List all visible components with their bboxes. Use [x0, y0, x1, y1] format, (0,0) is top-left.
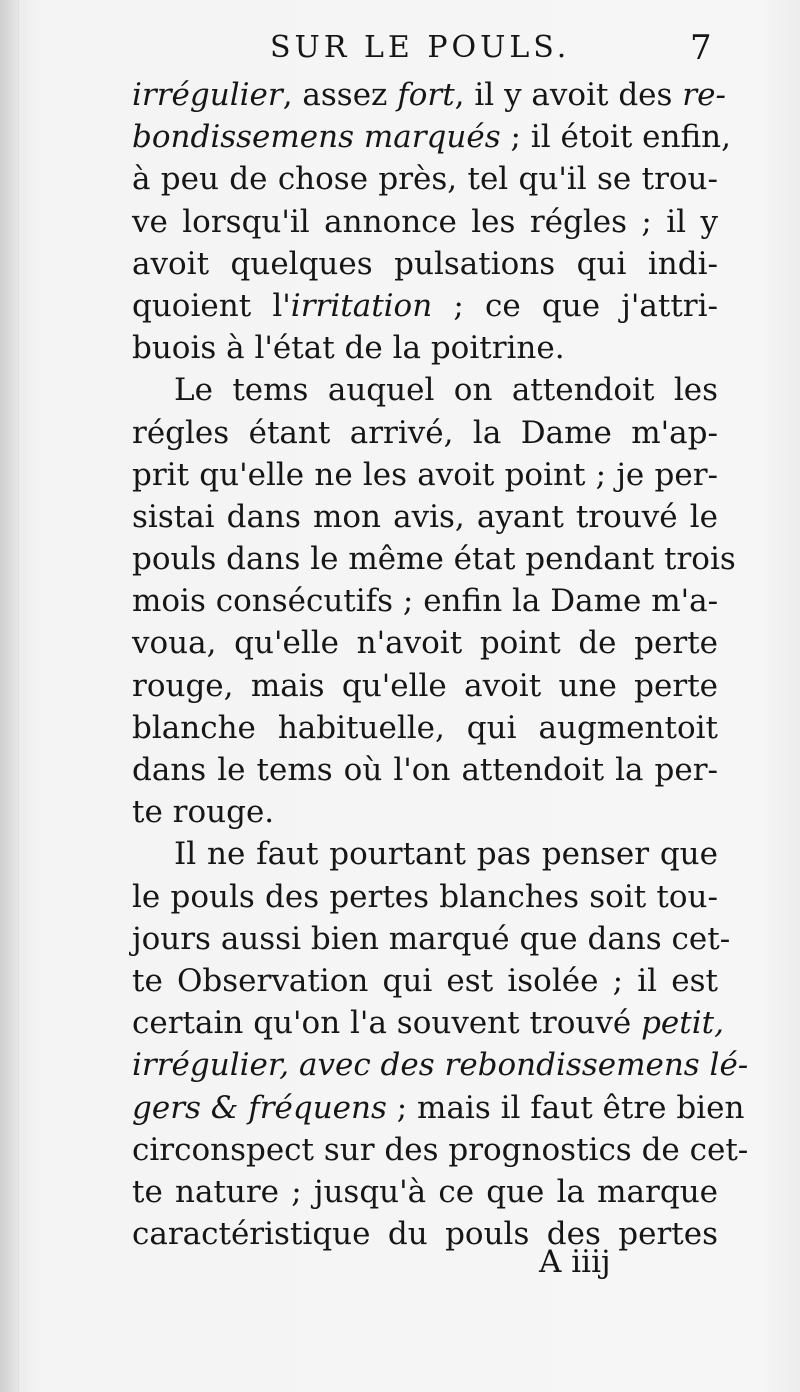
- italic-text: irrégulier: [132, 77, 283, 113]
- text-run: te Observation qui est isolée ; il est: [132, 962, 718, 999]
- text-line: [132, 749, 718, 791]
- text-line: [132, 707, 718, 749]
- running-head-title: SUR LE POULS.: [270, 30, 571, 65]
- text-run: ; il étoit enfin,: [500, 119, 731, 156]
- text-run: sistai dans mon avis, ayant trouvé le: [132, 498, 718, 535]
- italic-text: petit,: [641, 1005, 724, 1042]
- text-line: [132, 243, 718, 285]
- text-line: [132, 454, 718, 496]
- text-run: blanche habituelle, qui augmentoit: [132, 709, 718, 746]
- italic-text: irrégulier, avec des rebondissemens lé-: [132, 1047, 749, 1084]
- text-line: [132, 327, 718, 369]
- text-run: , assez: [282, 77, 398, 113]
- text-run: à peu de chose près, tel qu'il se trou-: [132, 161, 718, 198]
- text-line: [132, 158, 718, 200]
- text-run: quoient l': [132, 287, 291, 324]
- text-run: voua, qu'elle n'avoit point de perte: [132, 625, 718, 662]
- text-line: [132, 201, 718, 243]
- text-run: jours aussi bien marqué que dans cet-: [132, 920, 731, 957]
- text-line: [132, 622, 718, 664]
- page-number: 7: [690, 28, 712, 68]
- body-text: [132, 74, 749, 1255]
- text-line: [132, 412, 718, 454]
- text-run: dans le tems où l'on attendoit la per-: [132, 752, 718, 788]
- text-run: pouls dans le même état pendant trois: [132, 541, 736, 578]
- text-run: Il ne faut pourtant pas penser que: [174, 836, 718, 873]
- text-line: [132, 1002, 724, 1044]
- text-run: régles étant arrivé, la Dame m'ap-: [132, 414, 718, 451]
- text-run: prit qu'elle ne les avoit point ; je per-: [132, 456, 718, 493]
- text-line: [132, 496, 718, 538]
- text-run: rouge, mais qu'elle avoit une perte: [132, 667, 718, 704]
- text-line: [132, 1087, 745, 1129]
- text-line: [132, 918, 731, 960]
- italic-text: gers & fréquens: [132, 1089, 387, 1126]
- text-line: [132, 960, 718, 1002]
- text-line: [132, 1129, 749, 1171]
- text-run: ve lorsqu'il annonce les régles ; il y: [132, 203, 718, 240]
- text-line: [132, 74, 726, 116]
- signature-mark: A iiij: [539, 1244, 611, 1280]
- text-line: [132, 1171, 718, 1213]
- text-run: , il y avoit des: [454, 77, 683, 113]
- text-line: [132, 538, 736, 580]
- text-run: te rouge.: [132, 794, 275, 831]
- text-run: avoit quelques pulsations qui indi-: [132, 245, 718, 282]
- text-line: [132, 791, 718, 833]
- text-run: caractéristique du pouls des pertes: [132, 1216, 718, 1253]
- text-run: Le tems auquel on attendoit les: [174, 372, 718, 409]
- text-run: buois à l'état de la poitrine.: [132, 330, 565, 367]
- text-line: [132, 1213, 718, 1255]
- text-run: mois consécutifs ; enfin la Dame m'a-: [132, 583, 719, 620]
- text-run: ; ce que j'attri-: [432, 287, 718, 324]
- italic-text: irritation: [290, 287, 433, 324]
- text-line: [132, 116, 731, 158]
- text-run: circonspect sur des prognostics de cet-: [132, 1131, 749, 1168]
- text-line: [132, 369, 718, 411]
- text-line: [132, 833, 718, 875]
- text-line: [132, 665, 718, 707]
- text-run: te nature ; jusqu'à ce que la marque: [132, 1173, 718, 1210]
- text-line: [132, 285, 718, 327]
- page-binding-edge: [0, 0, 19, 1392]
- italic-text: re-: [682, 77, 726, 113]
- running-head: [0, 24, 800, 68]
- text-line: [132, 580, 718, 622]
- text-run: certain qu'on l'a souvent trouvé: [132, 1005, 642, 1042]
- text-run: le pouls des pertes blanches soit tou-: [132, 878, 718, 915]
- text-run: ; mais il faut être bien: [386, 1089, 745, 1126]
- italic-text: fort: [397, 77, 455, 113]
- text-line: [132, 1044, 749, 1086]
- text-line: [132, 876, 718, 918]
- italic-text: bondissemens marqués: [132, 119, 501, 156]
